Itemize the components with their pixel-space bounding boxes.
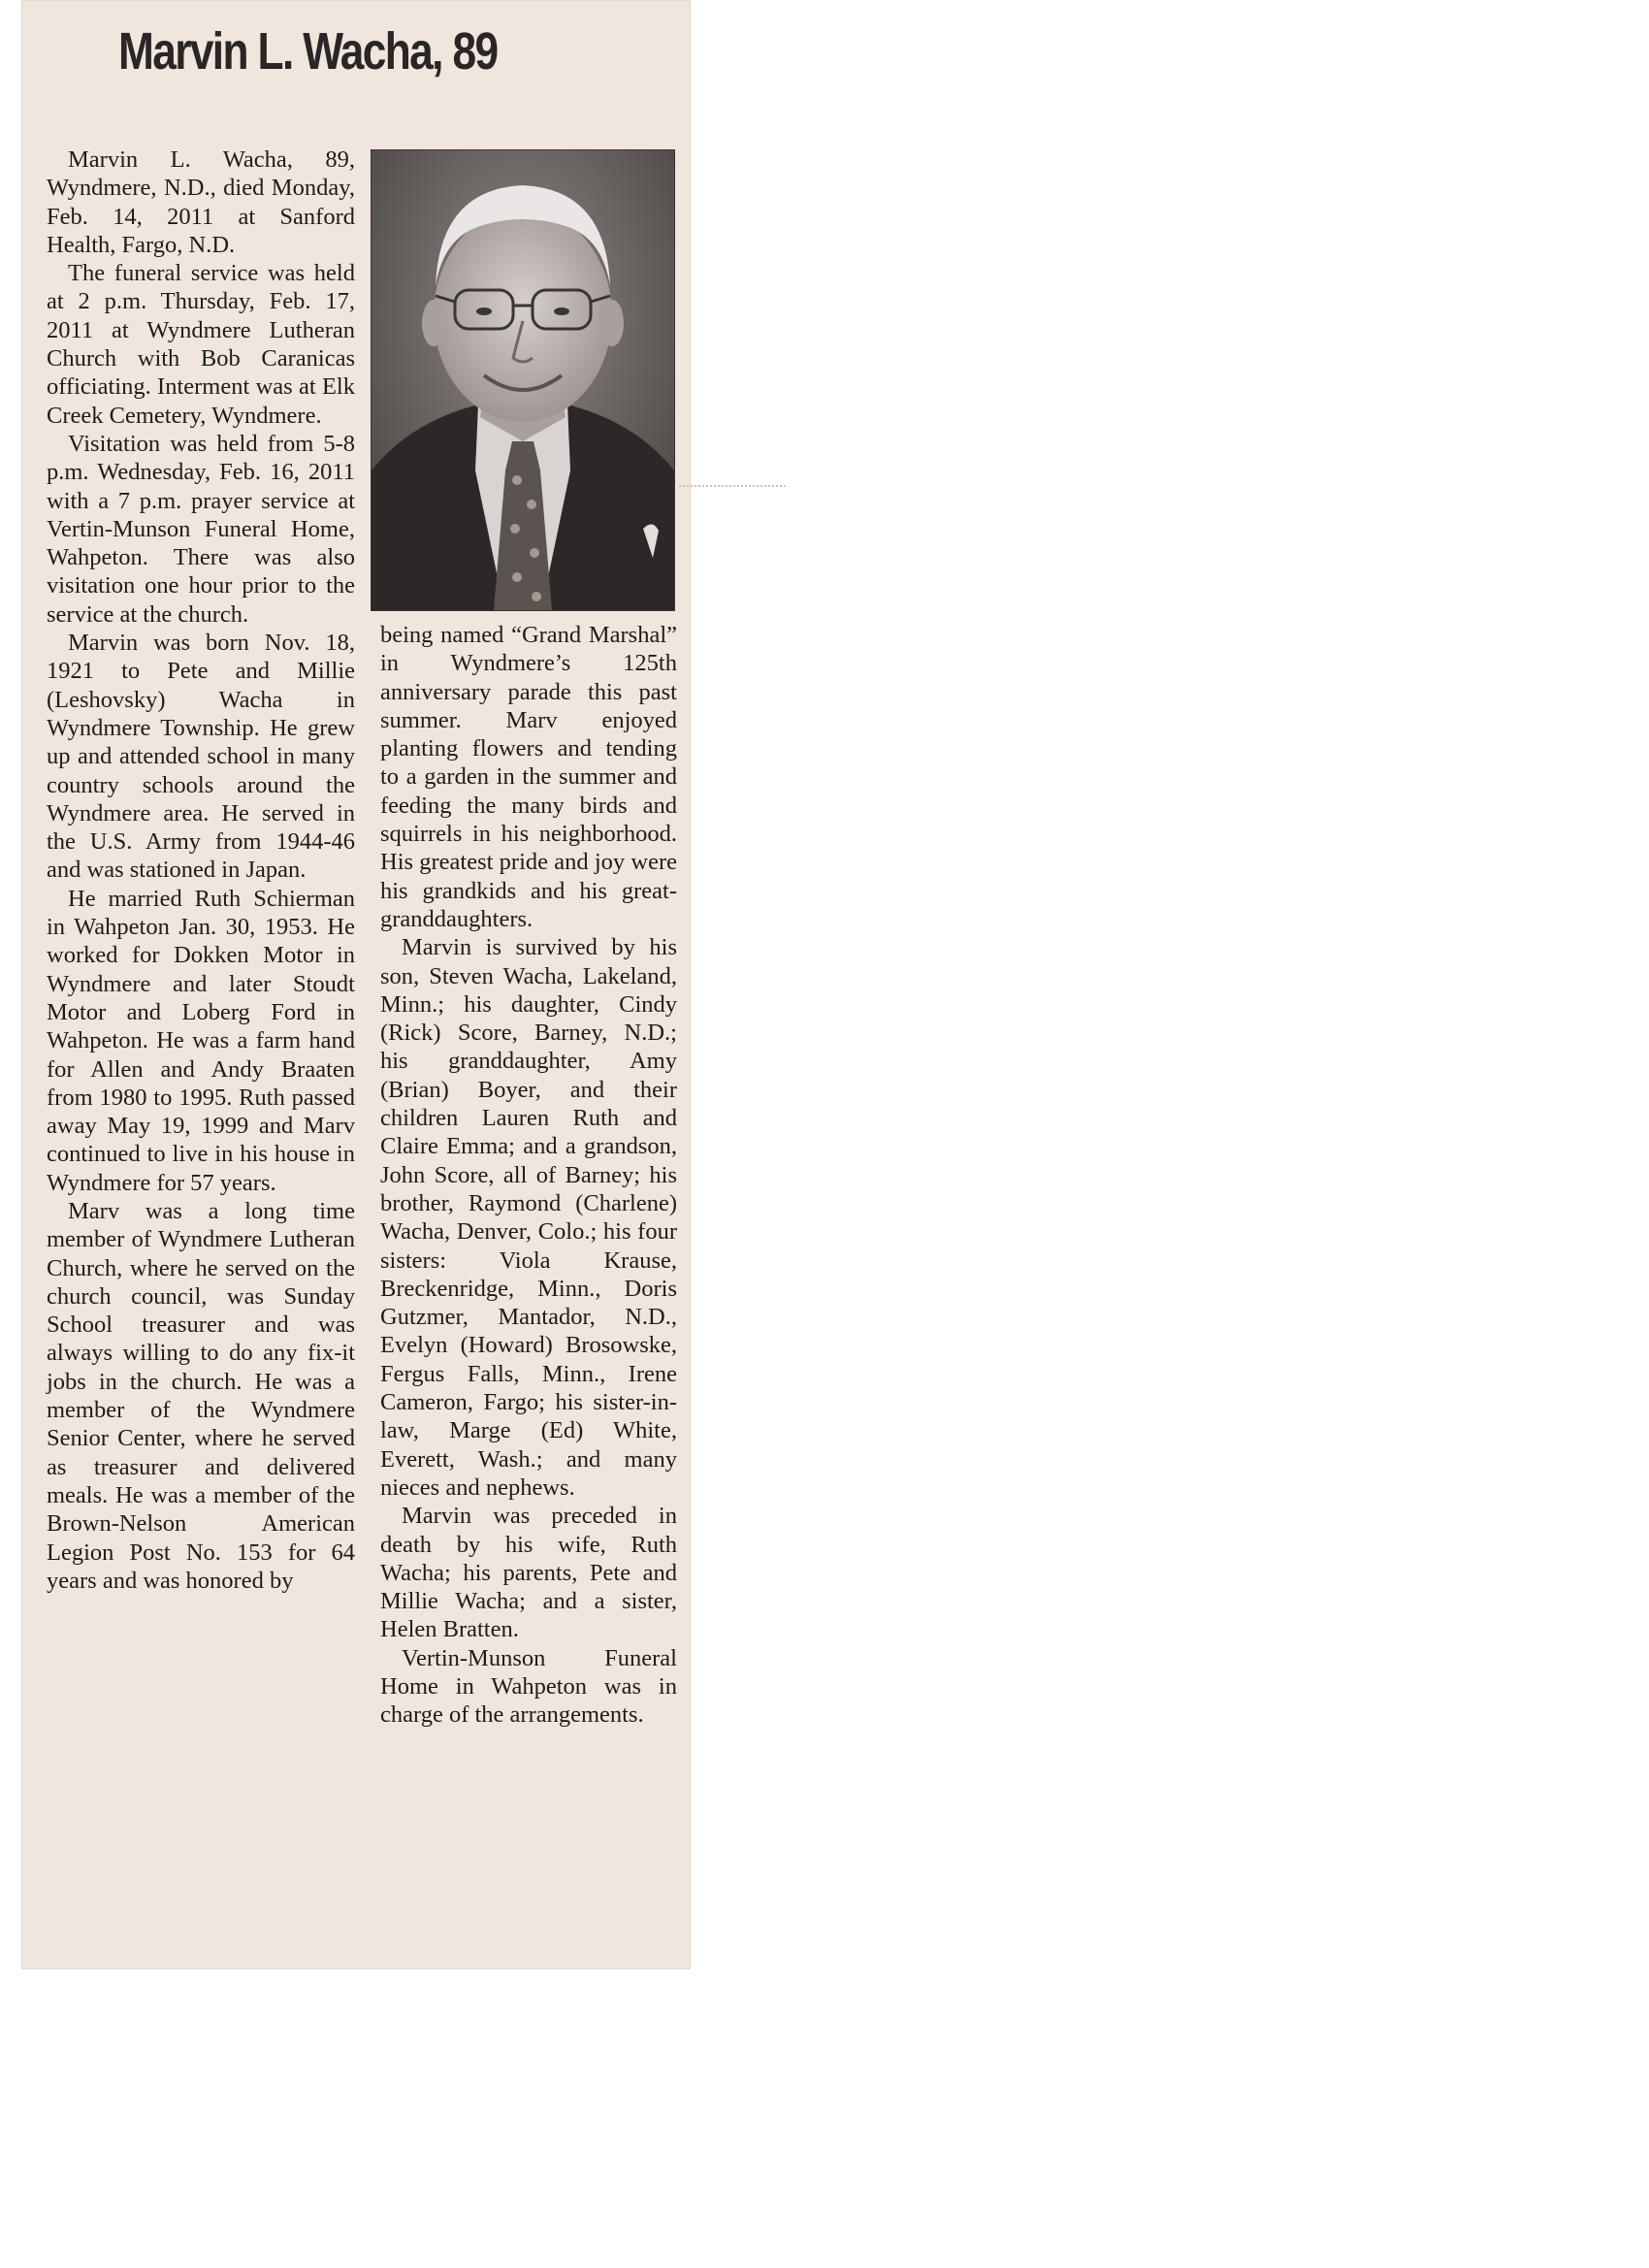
- paragraph-death-notice: Marvin L. Wacha, 89, Wyndmere, N.D., died Monday, Feb. 14, 2011 at Sanford Health, Fargo, N.D.: [47, 146, 355, 258]
- paragraph-community: Marv was a long time member of Wyndmere Lutheran Church, where he served on the church council, was Sunday School treasurer and was always willing to do any fix-it jobs in the church. He was a member of the Wyndmere Senior Center, where he served as treasurer and delivered meals. He was a member of the Brown-Nelson American Legion Post No. 153 for 64 years and was honored by: [47, 1197, 355, 1594]
- right-column: [380, 621, 677, 1730]
- left-column: [47, 146, 355, 1595]
- scan-speck: [679, 485, 786, 489]
- paragraph-funeral-service: The funeral service was held at 2 p.m. Thursday, Feb. 17, 2011 at Wyndmere Lutheran Church with Bob Caranicas officiating. Interment was at Elk Creek Cemetery, Wyndmere.: [47, 260, 355, 429]
- obituary-headline: Marvin L. Wacha, 89: [118, 22, 498, 81]
- paragraph-marriage-work: He married Ruth Schierman in Wahpeton Jan. 30, 1953. He worked for Dokken Motor in Wyndmere and later Stoudt Motor and Loberg Ford in Wahpeton. He was a farm hand for Allen and Andy Braaten from 1980 to 1995. Ruth passed away May 19, 1999 and Marv continued to live in his house in Wyndmere for 57 years.: [47, 885, 355, 1196]
- paragraph-early-life: Marvin was born Nov. 18, 1921 to Pete and Millie (Leshovsky) Wacha in Wyndmere Township. He grew up and attended school in many country schools around the Wyndmere area. He served in the U.S. Army from 1944-46 and was stationed in Japan.: [47, 630, 355, 884]
- newspaper-clipping: [21, 0, 691, 1969]
- paragraph-grand-marshal: being named “Grand Marshal” in Wyndmere’s 125th anniversary parade this past summer. Marv enjoyed planting flowers and tending to a garden in the summer and feeding the many birds and squirrels in his neighborhood. His greatest pride and joy were his grandkids and his great-granddaughters.: [380, 622, 677, 932]
- paragraph-preceded: Marvin was preceded in death by his wife, Ruth Wacha; his parents, Pete and Millie Wacha; and a sister, Helen Bratten.: [380, 1503, 677, 1643]
- paragraph-survivors: Marvin is survived by his son, Steven Wacha, Lakeland, Minn.; his daughter, Cindy (Rick) Score, Barney, N.D.; his granddaughter, Amy (Brian) Boyer, and their children Lauren Ruth and Claire Emma; and a grandson, John Score, all of Barney; his brother, Raymond (Charlene) Wacha, Denver, Colo.; his four sisters: Viola Krause, Breckenridge, Minn., Doris Gutzmer, Mantador, N.D., Evelyn (Howard) Brosowske, Fergus Falls, Minn., Irene Cameron, Fargo; his sister-in-law, Marge (Ed) White, Everett, Wash.; and many nieces and nephews.: [380, 934, 677, 1501]
- paragraph-visitation: Visitation was held from 5-8 p.m. Wednesday, Feb. 16, 2011 with a 7 p.m. prayer service at Vertin-Munson Funeral Home, Wahpeton. There was also visitation one hour prior to the service at the church.: [47, 430, 355, 628]
- paragraph-arrangements: Vertin-Munson Funeral Home in Wahpeton was in charge of the arrangements.: [380, 1644, 677, 1729]
- portrait-photo: [371, 149, 675, 611]
- portrait-illustration: [372, 150, 674, 610]
